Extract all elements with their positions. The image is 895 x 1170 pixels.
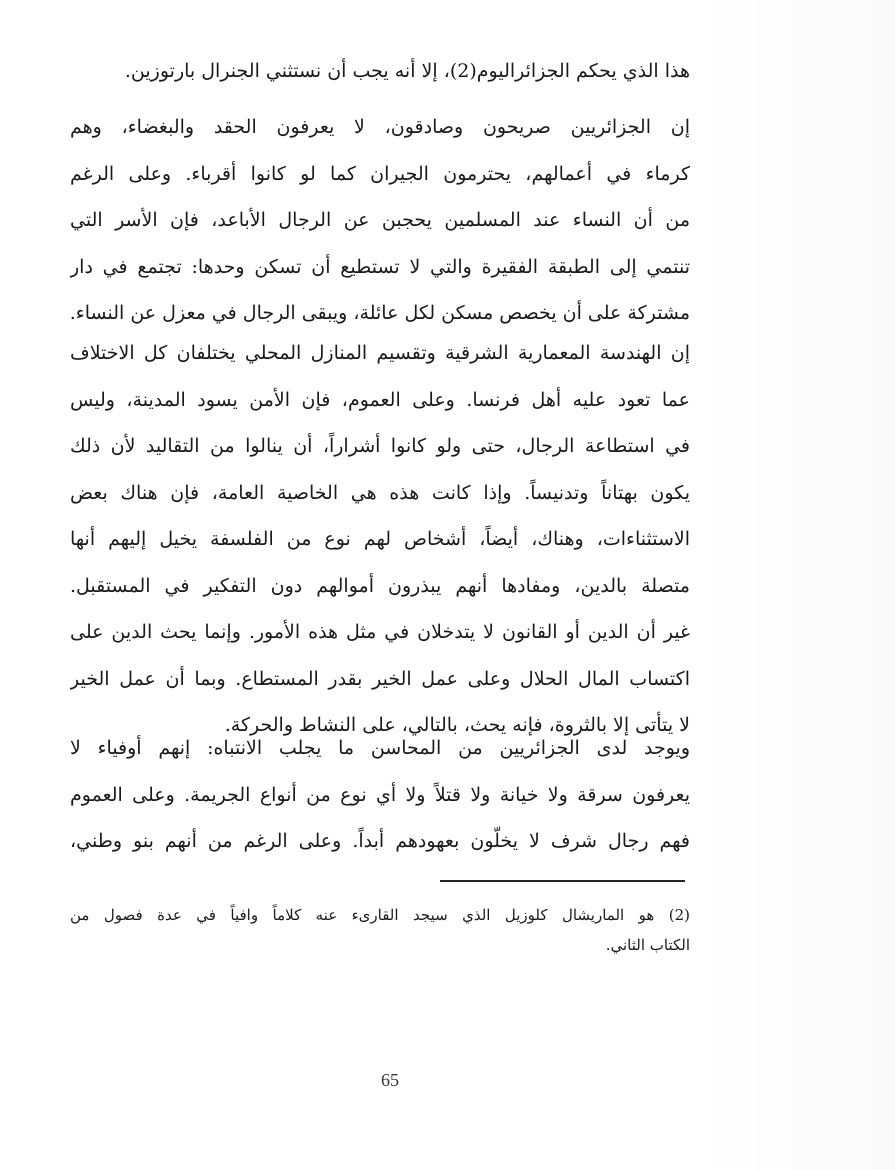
text-line: تنتمي إلى الطبقة الفقيرة والتي لا تستطيع أن تسكن وحدها: تجتمع في دار xyxy=(70,255,690,278)
paragraph-virtues xyxy=(70,725,690,865)
footnote-divider xyxy=(440,880,685,882)
text-line: من أن النساء عند المسلمين يحجبن عن الرجال الأباعد، فإن الأسر التي xyxy=(70,209,690,231)
text-line: إن الهندسة المعمارية الشرقية وتقسيم المنازل المحلي يختلفان كل الاختلاف xyxy=(70,342,690,364)
paragraph-algerians-character xyxy=(70,104,690,337)
scan-shadow xyxy=(690,0,895,1170)
text-line: ويوجد لدى الجزائريين من المحاسن ما يجلب الانتباه: إنهم أوفياء لا xyxy=(70,737,690,759)
text-line: في استطاعة الرجال، حتى ولو كانوا أشراراً، أن ينالوا من التقاليد لأن ذلك xyxy=(70,435,690,457)
text-line: مشتركة على أن يخصص مسكن لكل عائلة، ويبقى الرجال في معزل عن النساء. xyxy=(70,302,690,324)
text-line: إن الجزائريين صريحون وصادقون، لا يعرفون الحقد والبغضاء، وهم xyxy=(70,116,690,138)
text-line: متصلة بالدين، ومفادها أنهم يبذرون أموالهم دون التفكير في المستقبل. xyxy=(70,574,690,597)
text-line: هذا الذي يحكم الجزائراليوم(2)، إلا أنه يجب أن نستثني الجنرال بارتوزين. xyxy=(124,60,690,82)
text-line: فهم رجال شرف لا يخلّون بعهودهم أبداً. وعلى الرغم من أنهم بنو وطني، xyxy=(70,830,690,852)
text-line: كرماء في أعمالهم، يحترمون الجيران كما لو كانوا أقرباء. وعلى الرغم xyxy=(70,162,690,185)
paragraph-architecture xyxy=(70,330,690,749)
footnote xyxy=(70,900,690,960)
page-number: 65 xyxy=(381,1070,399,1090)
text-line: لا يتأتى إلا بالثروة، فإنه يحث، بالتالي، على النشاط والحركة. xyxy=(224,714,690,736)
text-line: الاستثناءات، وهناك، أيضاً، أشخاص لهم نوع من الفلسفة يخيل إليهم أنها xyxy=(70,528,690,550)
paragraph-continuation xyxy=(70,48,690,95)
text-line: اكتساب المال الحلال وعلى عمل الخير بقدر المستطاع. وبما أن عمل الخير xyxy=(70,667,690,690)
text-line: غير أن الدين أو القانون لا يتدخلان في مثل هذه الأمور. وإنما يحث الدين على xyxy=(70,621,690,643)
footnote-line: الكتاب الثاني. xyxy=(605,936,690,954)
text-line: عما تعود عليه أهل فرنسا. وعلى العموم، فإن الأمن يسود المدينة، وليس xyxy=(70,388,690,411)
text-line: يعرفون سرقة ولا خيانة ولا قتلاً ولا أي نوع من أنواع الجريمة. وعلى العموم xyxy=(70,783,690,806)
footnote-line: (2) هو الماريشال كلوزيل الذي سيجد القارىء عنه كلاماً وافياً في عدة فصول من xyxy=(70,906,690,924)
text-line: يكون بهتاناً وتدنيساً. وإذا كانت هذه هي الخاصية العامة، فإن هناك بعض xyxy=(70,481,690,504)
